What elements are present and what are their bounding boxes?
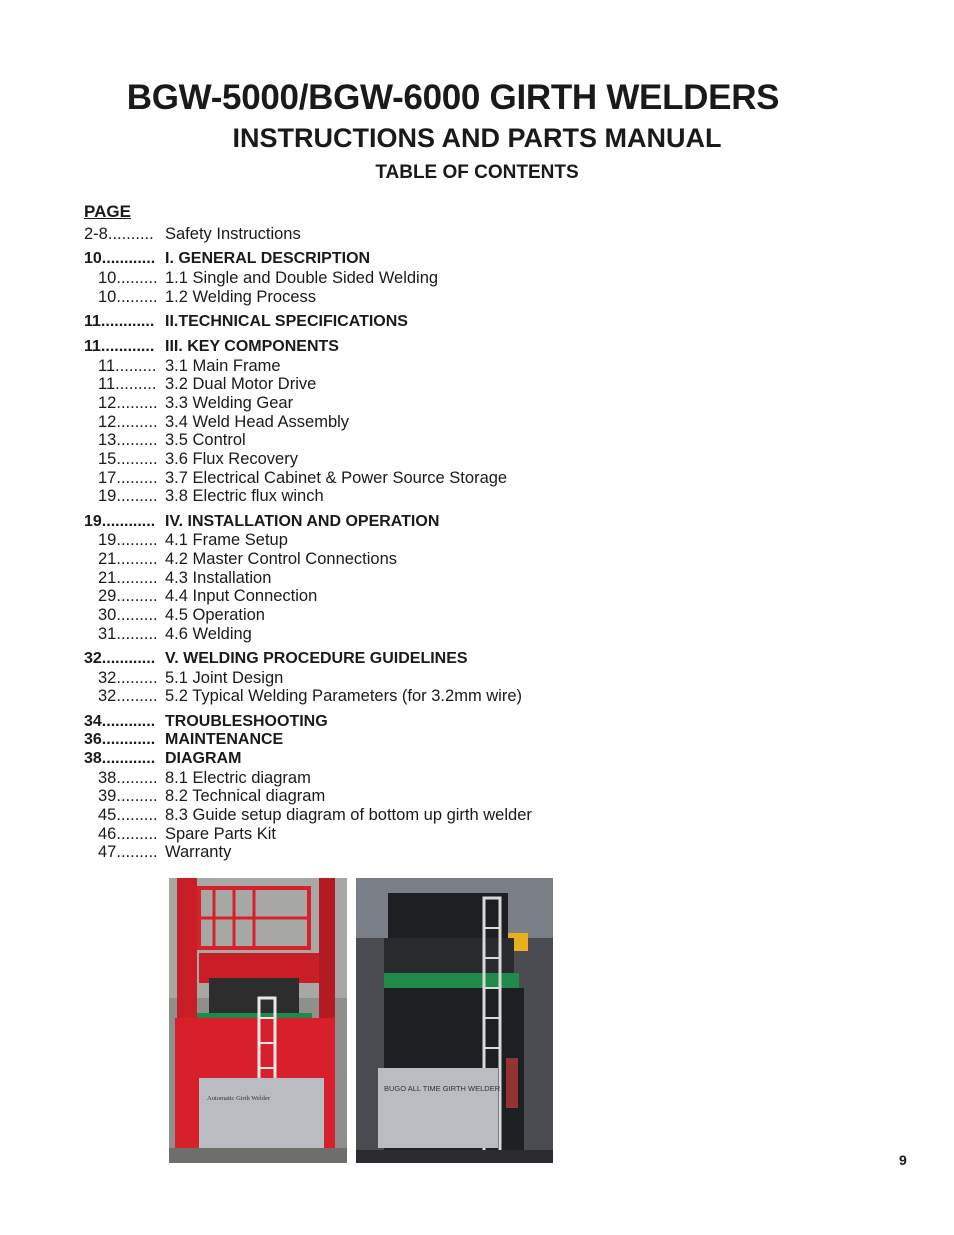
toc-entry [84, 288, 684, 307]
toc-entry-label: 5.2 Typical Welding Parameters (for 3.2mm wire) [165, 687, 523, 706]
table-of-contents [84, 225, 684, 862]
toc-entry-label: II.TECHNICAL SPECIFICATIONS [165, 312, 408, 330]
toc-leader-dots: ......... [116, 468, 158, 487]
toc-page-number: 15 [98, 450, 117, 469]
toc-entry-label: 1.2 Welding Process [165, 287, 317, 306]
toc-page-number: 10 [84, 250, 102, 268]
toc-entry-label: IV. INSTALLATION AND OPERATION [165, 512, 440, 530]
toc-page-number: 38 [84, 749, 102, 767]
right-panel-label: BUGO ALL TIME GIRTH WELDER [384, 1084, 501, 1093]
toc-page-number: 30 [98, 606, 117, 625]
toc-entry-label: I. GENERAL DESCRIPTION [165, 250, 371, 268]
toc-leader-dots: ............ [100, 312, 155, 330]
toc-entry [84, 843, 684, 862]
toc-entry-label: 8.2 Technical diagram [165, 787, 326, 806]
toc-leader-dots: ......... [116, 668, 158, 687]
toc-entry-label: 3.7 Electrical Cabinet & Power Source Storage [165, 468, 508, 487]
toc-leader-dots: ......... [116, 568, 158, 587]
toc-entry [84, 750, 684, 769]
toc-page-number: 11 [98, 375, 116, 394]
toc-leader-dots: ............ [100, 337, 155, 355]
toc-leader-dots: ............ [101, 712, 156, 730]
toc-entry [84, 825, 684, 844]
toc-entry [84, 587, 684, 606]
toc-entry [84, 450, 684, 469]
toc-page-number: 2-8 [84, 225, 108, 243]
toc-leader-dots: ......... [116, 412, 158, 431]
toc-entry [84, 731, 684, 750]
toc-entry [84, 569, 684, 588]
toc-leader-dots: ......... [116, 550, 158, 568]
toc-leader-dots: ......... [116, 824, 158, 843]
toc-entry [84, 531, 684, 550]
toc-entry-label: 3.4 Weld Head Assembly [165, 412, 350, 431]
toc-entry-label: 3.6 Flux Recovery [165, 450, 298, 469]
toc-entry-label: Warranty [165, 843, 232, 862]
toc-entry [84, 225, 684, 244]
toc-entry [84, 550, 684, 569]
toc-entry [84, 769, 684, 788]
toc-page-number: 10 [98, 287, 117, 306]
toc-entry-label: Safety Instructions [165, 225, 301, 243]
toc-entry [84, 375, 684, 394]
toc-entry [84, 713, 684, 732]
toc-leader-dots: ............ [101, 512, 156, 530]
toc-heading: TABLE OF CONTENTS [375, 162, 579, 183]
page-column-label: PAGE [84, 202, 131, 221]
toc-entry [84, 357, 684, 376]
toc-entry [84, 469, 684, 488]
toc-page-number: 17 [98, 468, 117, 487]
toc-entry [84, 338, 684, 357]
toc-entry-label: 8.1 Electric diagram [165, 768, 311, 787]
black-girth-welder-photo [356, 878, 553, 1163]
toc-leader-dots: ............ [101, 749, 156, 767]
toc-entry [84, 250, 684, 269]
photo-strip [169, 878, 553, 1163]
toc-page-number: 34 [84, 712, 102, 730]
toc-entry-label: 4.6 Welding [165, 624, 252, 643]
toc-entry-label: 3.5 Control [165, 431, 246, 450]
toc-entry-label: V. WELDING PROCEDURE GUIDELINES [165, 649, 468, 667]
toc-leader-dots: ......... [116, 787, 158, 806]
toc-entry-label: 3.3 Welding Gear [165, 394, 294, 412]
toc-entry-label: 4.3 Installation [165, 568, 272, 587]
toc-entry-label: III. KEY COMPONENTS [165, 337, 339, 355]
toc-page-number: 32 [98, 668, 117, 687]
toc-entry [84, 787, 684, 806]
toc-entry [84, 606, 684, 625]
toc-page-number: 11 [98, 356, 116, 375]
page-number: 9 [899, 1152, 907, 1168]
document-title: BGW-5000/BGW-6000 GIRTH WELDERS [126, 78, 780, 117]
toc-entry [84, 413, 684, 432]
toc-entry-label: 4.5 Operation [165, 606, 265, 625]
toc-entry-label: MAINTENANCE [165, 731, 284, 749]
toc-leader-dots: ......... [116, 843, 158, 862]
toc-leader-dots: ......... [116, 268, 158, 287]
toc-entry [84, 806, 684, 825]
toc-leader-dots: ......... [115, 375, 157, 394]
left-panel-label: Automatic Girth Welder [207, 1095, 270, 1102]
toc-leader-dots: ......... [116, 768, 158, 787]
toc-leader-dots: ......... [116, 487, 158, 506]
red-girth-welder-photo [169, 878, 347, 1163]
toc-entry-label: 3.1 Main Frame [165, 356, 281, 375]
toc-page-number: 39 [98, 787, 117, 806]
toc-leader-dots: ......... [116, 431, 158, 450]
toc-entry [84, 269, 684, 288]
toc-page-number: 45 [98, 805, 117, 824]
toc-entry [84, 431, 684, 450]
toc-entry [84, 313, 684, 332]
toc-leader-dots: ......... [116, 587, 158, 606]
toc-page-number: 11 [84, 312, 101, 330]
toc-page-number: 38 [98, 768, 117, 787]
toc-page-number: 19 [98, 531, 117, 550]
toc-page-number: 19 [84, 512, 102, 530]
toc-page-number: 47 [98, 843, 117, 862]
toc-entry-label: 5.1 Joint Design [165, 668, 284, 687]
toc-entry [84, 487, 684, 506]
toc-entry-label: 4.2 Master Control Connections [165, 550, 398, 568]
toc-leader-dots: ......... [116, 531, 158, 550]
toc-entry [84, 394, 684, 413]
toc-leader-dots: ............ [101, 731, 156, 749]
toc-page-number: 11 [84, 337, 101, 355]
toc-entry-label: Spare Parts Kit [165, 824, 276, 843]
toc-entry [84, 513, 684, 532]
toc-page-number: 36 [84, 731, 102, 749]
toc-page-number: 12 [98, 412, 117, 431]
toc-entry [84, 625, 684, 644]
toc-entry-label: 3.8 Electric flux winch [165, 487, 324, 506]
toc-page-number: 19 [98, 487, 117, 506]
toc-entry [84, 669, 684, 688]
toc-page-number: 21 [98, 568, 117, 587]
toc-entry-label: TROUBLESHOOTING [165, 712, 328, 730]
toc-leader-dots: ......... [116, 394, 158, 412]
toc-leader-dots: ......... [115, 356, 157, 375]
toc-page-number: 12 [98, 394, 117, 412]
toc-leader-dots: ......... [116, 624, 158, 643]
toc-page-number: 29 [98, 587, 117, 606]
toc-page-number: 31 [98, 624, 117, 643]
toc-leader-dots: ............ [101, 250, 156, 268]
toc-leader-dots: .......... [107, 225, 154, 243]
toc-entry-label: 8.3 Guide setup diagram of bottom up girth welder [165, 805, 532, 824]
toc-leader-dots: ......... [116, 450, 158, 469]
toc-leader-dots: ......... [116, 805, 158, 824]
toc-leader-dots: ......... [116, 287, 158, 306]
toc-entry-label: 1.1 Single and Double Sided Welding [165, 268, 439, 287]
toc-page-number: 32 [84, 649, 102, 667]
toc-entry-label: 4.4 Input Connection [165, 587, 318, 606]
toc-entry-label: 3.2 Dual Motor Drive [165, 375, 317, 394]
toc-entry [84, 687, 684, 706]
toc-leader-dots: ......... [116, 687, 158, 706]
toc-page-number: 21 [98, 550, 117, 568]
toc-page-number: 46 [98, 824, 117, 843]
toc-entry [84, 650, 684, 669]
toc-leader-dots: ............ [101, 649, 156, 667]
toc-page-number: 13 [98, 431, 117, 450]
toc-page-number: 32 [98, 687, 117, 706]
toc-entry-label: 4.1 Frame Setup [165, 531, 288, 550]
toc-leader-dots: ......... [116, 606, 158, 625]
toc-entry-label: DIAGRAM [165, 749, 242, 767]
document-subtitle: INSTRUCTIONS AND PARTS MANUAL [232, 123, 722, 153]
toc-page-number: 10 [98, 268, 117, 287]
